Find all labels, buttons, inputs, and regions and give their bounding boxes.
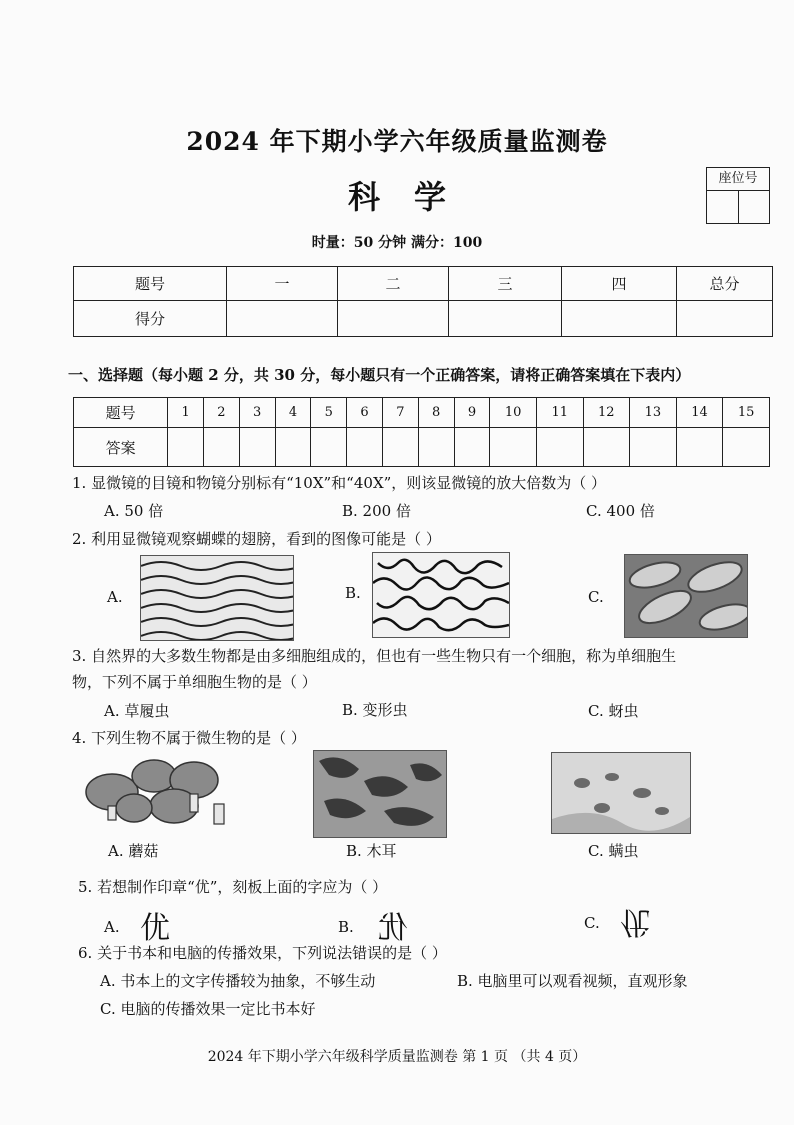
exam-title: 2024 年下期小学六年级质量监测卷 [186,127,608,156]
q3-option-c: C. 蚜虫 [588,702,639,720]
answer-table [73,397,770,467]
answer-cell [168,428,204,467]
answer-number-cell: 7 [382,398,418,428]
question-4: 4. 下列生物不属于微生物的是（ ） [72,729,306,747]
score-header-cell: 一 [227,267,338,301]
answer-row-label: 答案 [74,428,168,467]
q2-image-a-wing-scales [140,555,294,641]
q5-option-c: C. [584,914,600,932]
score-table [73,266,773,337]
answer-cell [630,428,677,467]
seat-cell [738,191,770,223]
q2-image-c-scales [624,554,748,638]
q2-image-b-cell-pattern [372,552,510,638]
answer-cell [239,428,275,467]
q6-option-a: A. 书本上的文字传播较为抽象，不够生动 [100,972,376,990]
answer-number-cell: 6 [347,398,383,428]
answer-number-cell: 8 [418,398,454,428]
answer-cell [454,428,490,467]
question-5: 5. 若想制作印章“优”，刻板上面的字应为（ ） [78,878,388,896]
q5-glyph-b-mirrored: 优 [378,911,408,946]
score-header-cell: 题号 [74,267,227,301]
question-6: 6. 关于书本和电脑的传播效果，下列说法错误的是（ ） [78,944,447,962]
answer-cell [723,428,770,467]
answer-header-label: 题号 [74,398,168,428]
seat-number-box [706,167,770,224]
score-header-cell: 二 [338,267,449,301]
q3-option-b: B. 变形虫 [342,701,408,719]
q5-glyph-c-flipped: 优 [620,904,650,939]
answer-cell [275,428,311,467]
score-header-cell: 三 [449,267,562,301]
q1-option-b: B. 200 倍 [342,502,411,520]
answer-number-cell: 3 [239,398,275,428]
answer-number-cell: 10 [490,398,537,428]
answer-number-cell: 2 [203,398,239,428]
answer-cell [536,428,583,467]
answer-number-cell: 11 [536,398,583,428]
page-footer: 2024 年下期小学六年级科学质量监测卷 第 1 页 （共 4 页） [207,1049,587,1065]
seat-number-label: 座位号 [707,168,769,191]
q1-option-c: C. 400 倍 [586,502,655,520]
answer-number-cell: 13 [630,398,677,428]
answer-cell [311,428,347,467]
seat-cell [707,191,738,223]
score-header-cell: 总分 [677,267,773,301]
answer-number-cell: 15 [723,398,770,428]
answer-cell [347,428,383,467]
q2-option-a: A. [107,588,123,606]
answer-cell [490,428,537,467]
answer-number-cell: 9 [454,398,490,428]
question-2: 2. 利用显微镜观察蝴蝶的翅膀，看到的图像可能是（ ） [72,530,441,548]
answer-cell [583,428,630,467]
score-cell [449,301,562,337]
score-row-label: 得分 [74,301,227,337]
q6-option-b: B. 电脑里可以观看视频，直观形象 [457,972,688,990]
section-heading: 一、选择题（每小题 2 分，共 30 分，每小题只有一个正确答案，请将正确答案填在下表内） [68,366,691,384]
q1-option-a: A. 50 倍 [104,502,164,520]
answer-number-cell: 12 [583,398,630,428]
score-header-cell: 四 [562,267,677,301]
answer-number-cell: 5 [311,398,347,428]
answer-cell [382,428,418,467]
q4-option-c: C. 螨虫 [588,842,639,860]
q3-option-a: A. 草履虫 [104,702,170,720]
q2-option-b: B. [345,584,361,602]
q2-option-c: C. [588,588,604,606]
q4-option-b: B. 木耳 [346,842,397,860]
score-cell [227,301,338,337]
question-3: 3. 自然界的大多数生物都是由多细胞组成的，但也有一些生物只有一个细胞，称为单细胞生 [72,647,677,665]
q4-option-a: A. 蘑菇 [108,842,159,860]
q5-glyph-a: 优 [140,911,170,946]
q5-option-b: B. [338,918,354,936]
question-3-line-2: 物，下列不属于单细胞生物的是（ ） [72,673,317,691]
subject-title: 科学 [347,178,480,216]
q6-option-c: C. 电脑的传播效果一定比书本好 [100,1000,316,1018]
answer-cell [418,428,454,467]
answer-cell [676,428,723,467]
score-cell [562,301,677,337]
score-cell [677,301,773,337]
answer-cell [203,428,239,467]
q4-image-c-mites [551,752,691,834]
q5-option-a: A. [104,918,120,936]
question-1: 1. 显微镜的目镜和物镜分别标有“10X”和“40X”，则该显微镜的放大倍数为（ ） [72,474,607,492]
time-and-score: 时量：50 分钟 满分：100 [311,235,483,251]
score-cell [338,301,449,337]
answer-number-cell: 4 [275,398,311,428]
answer-number-cell: 14 [676,398,723,428]
q4-image-a-mushrooms [82,754,234,830]
answer-number-cell: 1 [168,398,204,428]
q4-image-b-wood-ear [313,750,447,838]
